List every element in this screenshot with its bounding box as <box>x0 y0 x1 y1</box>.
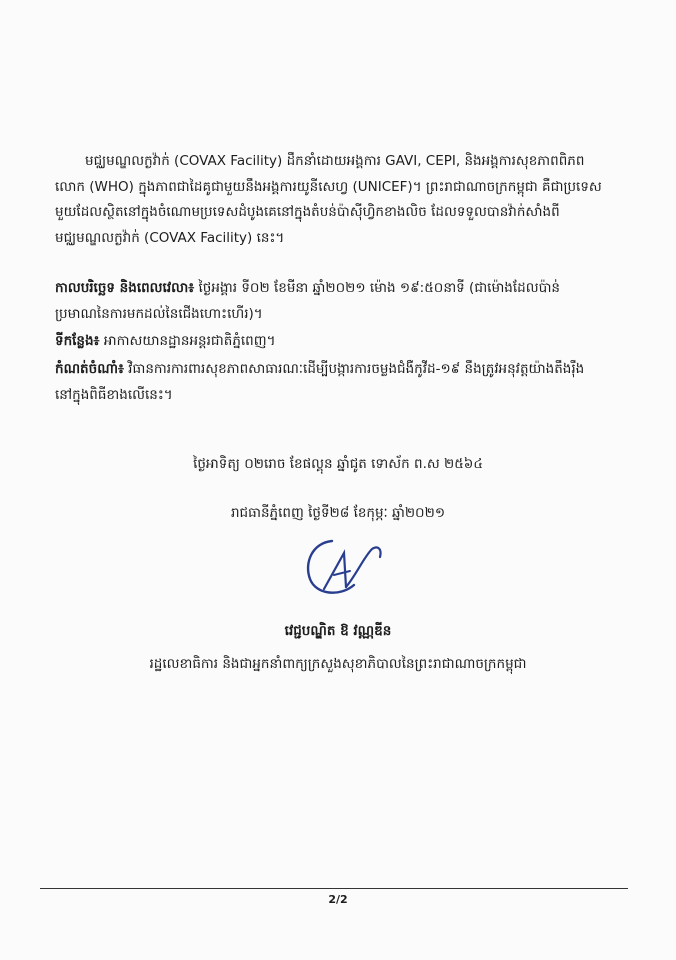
body-line: មជ្ឈមណ្ឌលក្ងវ៉ាក់ (COVAX Facility) នេះ។ <box>55 229 285 246</box>
body-line: មជ្ឈមណ្ឌលក្ងវ៉ាក់ (COVAX Facility) ដឹកនាំដោយអង្គការ GAVI, CEPI, និងអង្គការសុខភាពពិភព <box>85 153 585 169</box>
page-number: 2/2 <box>328 893 348 906</box>
datetime-value: ថ្ងៃអង្គារ ទី០២ ខែមីនា ឆ្នាំ២០២១ ម៉ោង ១៩:៥០នាទី (ជាម៉ោងដែលប៉ាន់ <box>194 280 561 296</box>
note-value-continued: នៅក្នុងពិធីខាងលើនេះ។ <box>55 386 173 403</box>
footer-divider <box>40 888 628 889</box>
note-value: វិធានការការពារសុខភាពសាធារណៈដើម្បីបង្ការការចម្លងជំងឺកូវីដ-១៩ នឹងត្រូវអនុវត្តយ៉ាងតឹងរ៉ឹង <box>123 361 585 377</box>
note-block <box>55 357 630 408</box>
date-place: រាជធានីភ្នំពេញ ថ្ងៃទី២៨ ខែកុម្ភៈ ឆ្នាំ២០២១ <box>230 505 446 521</box>
handwritten-signature <box>302 535 384 601</box>
datetime-label: កាលបរិច្ឆេទ និងពេលវេលា៖ <box>55 280 195 296</box>
body-paragraph <box>55 149 630 251</box>
location-block <box>55 329 630 355</box>
location-value: អាកាសយានដ្ឋានអន្តរជាតិភ្នំពេញ។ <box>99 333 276 349</box>
date-lunar: ថ្ងៃអាទិត្យ ០២រោច ខែផល្គុន ឆ្នាំជូត ទោស័ក ព.ស ២៥៦៤ <box>193 456 483 472</box>
body-line: លោក (WHO) ក្នុងភាពជាដៃគូជាមួយនឹងអង្គការយូនីសេហ្វ (UNICEF)។ ព្រះរាជាណាចក្រកម្ពុជា គឺជាប្រទេស <box>55 178 602 195</box>
signer-name: វេជ្ជបណ្ឌិត ឱ វណ្ណឌីន <box>284 623 392 639</box>
signer-title: រដ្ឋលេខាធិការ និងជាអ្នកនាំពាក្យក្រសួងសុខាភិបាលនៃព្រះរាជាណាចក្រកម្ពុជា <box>149 656 527 672</box>
location-label: ទីកន្លែង៖ <box>55 333 100 349</box>
datetime-block <box>55 276 630 327</box>
body-line: មួយដែលស្ថិតនៅក្នុងចំណោមប្រទេសដំបូងគេនៅក្នុងតំបន់ប៉ាស៊ីហ្វិកខាងលិច ដែលទទួលបានវ៉ាក់សាំងពី <box>55 204 560 220</box>
datetime-value-continued: ប្រមាណនៃការមកដល់នៃជើងហោះហើរ)។ <box>55 305 263 322</box>
note-label: កំណត់ចំណាំ៖ <box>55 361 124 377</box>
